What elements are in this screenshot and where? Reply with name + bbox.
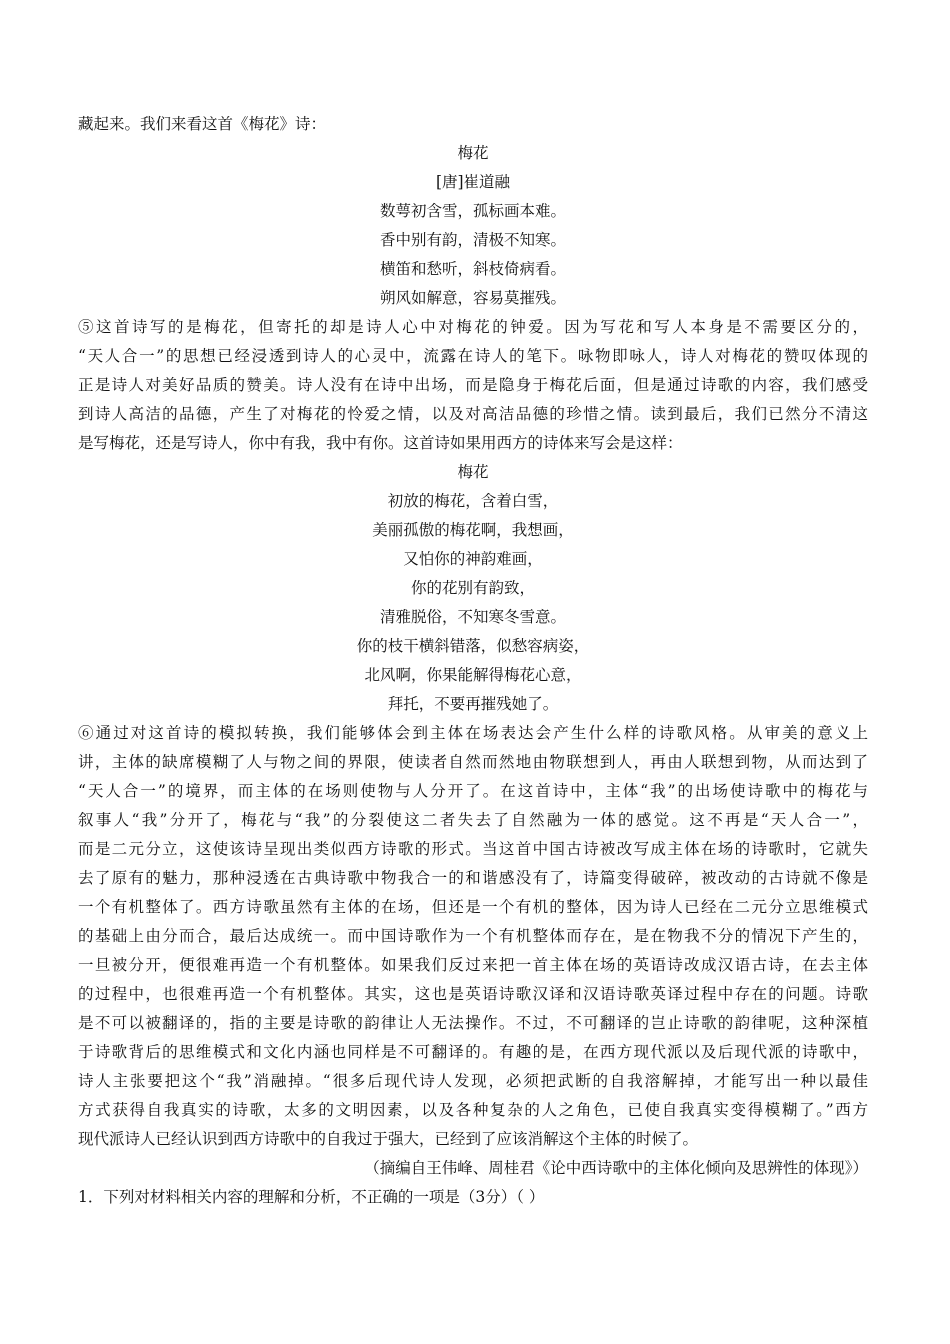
- paragraph-line: 去了原有的魅力，那种浸透在古典诗歌中物我合一的和谐感没有了，诗篇变得破碎，被改动的古诗就不像是: [78, 869, 868, 887]
- paragraph-line: “天人合一”的思想已经浸透到诗人的心灵中，流露在诗人的笔下。咏物即咏人，诗人对梅花的赞叹体现的: [78, 347, 868, 365]
- paragraph-line: 于诗歌背后的思维模式和文化内涵也同样是不可翻译的。有趣的是，在西方现代派以及后现代派的诗歌中，: [78, 1043, 868, 1061]
- paragraph-line: 是写梅花，还是写诗人，你中有我，我中有你。这首诗如果用西方的诗体来写会是这样：: [78, 434, 683, 452]
- paragraph-line: ⑥通过对这首诗的模拟转换，我们能够体会到主体在场表达会产生什么样的诗歌风格。从审美的意义上: [78, 724, 868, 742]
- poem-line: 横笛和愁听，斜枝倚病看。: [379, 260, 566, 278]
- paragraph-line: “天人合一”的境界，而主体的在场则使物与人分开了。在这首诗中，主体“我”的出场使诗歌中的梅花与: [78, 782, 868, 800]
- poem-line: 你的枝干横斜错落，似愁容病姿，: [356, 637, 590, 655]
- chinese-poem: [78, 139, 868, 313]
- poem-line: 数萼初含雪，孤标画本难。: [379, 202, 566, 220]
- poem-line: 清雅脱俗，不知寒冬雪意。: [379, 608, 566, 626]
- poem-line: 美丽孤傲的梅花啊，我想画，: [372, 521, 574, 539]
- poem-title: 梅花: [457, 463, 489, 481]
- western-style-poem: [78, 458, 868, 719]
- paragraph-line: 叙事人“我”分开了，梅花与“我”的分裂使这二者失去了自然融为一体的感觉。这不再是“天人合一”，: [78, 811, 868, 829]
- poem-line: 又怕你的神韵难画，: [403, 550, 543, 568]
- paragraph-line: 诗人主张要把这个“我”消融掉。“很多后现代诗人发现，必须把武断的自我溶解掉，才能写出一种以最佳: [78, 1072, 868, 1090]
- paragraph-line: 的基础上由分而合，最后达成统一。而中国诗歌作为一个有机整体而存在，是在物我不分的情况下产生的，: [78, 927, 868, 945]
- paragraph-line: ⑤这首诗写的是梅花，但寄托的却是诗人心中对梅花的钟爱。因为写花和写人本身是不需要区分的，: [78, 318, 868, 336]
- paragraph-6: [78, 719, 868, 1154]
- poem-line: 香中别有韵，清极不知寒。: [379, 231, 566, 249]
- lead-line: 藏起来。我们来看这首《梅花》诗：: [78, 115, 327, 133]
- paragraph-line: 现代派诗人已经认识到西方诗歌中的自我过于强大，已经到了应该消解这个主体的时候了。: [78, 1130, 699, 1148]
- paragraph-line: 一旦被分开，便很难再造一个有机整体。如果我们反过来把一首主体在场的英语诗改成汉语古诗，在去主体: [78, 956, 868, 974]
- document-page: [78, 110, 868, 1212]
- poem-line: 拜托，不要再摧残她了。: [387, 695, 559, 713]
- paragraph-line: 是不可以被翻译的，指的主要是诗歌的韵律让人无法操作。不过，不可翻译的岂止诗歌的韵律呢，这种深植: [78, 1014, 868, 1032]
- paragraph-line: 正是诗人对美好品质的赞美。诗人没有在诗中出场，而是隐身于梅花后面，但是通过诗歌的内容，我们感受: [78, 376, 868, 394]
- poem-line: 朔风如解意，容易莫摧残。: [379, 289, 566, 307]
- paragraph-line: 讲，主体的缺席模糊了人与物之间的界限，使读者自然而然地由物联想到人，再由人联想到物，从而达到了: [78, 753, 868, 771]
- paragraph-line: 方式获得自我真实的诗歌，太多的文明因素，以及各种复杂的人之角色，已使自我真实变得模糊了。”西方: [78, 1101, 868, 1119]
- paragraph-line: 而是二元分立，这使该诗呈现出类似西方诗歌的形式。当这首中国古诗被改写成主体在场的诗歌时，它就失: [78, 840, 868, 858]
- paragraph-line: 到诗人高洁的品德，产生了对梅花的怜爱之情，以及对高洁品德的珍惜之情。读到最后，我们已然分不清这: [78, 405, 868, 423]
- question-1: 1．下列对材料相关内容的理解和分析，不正确的一项是（3分）（ ）: [78, 1188, 545, 1206]
- paragraph-line: 一个有机整体了。西方诗歌虽然有主体的在场，但还是一个有机的整体，因为诗人已经在二元分立思维模式: [78, 898, 868, 916]
- paragraph-line: 的过程中，也很难再造一个有机整体。其实，这也是英语诗歌汉译和汉语诗歌英译过程中存在的问题。诗歌: [78, 985, 868, 1003]
- poem-line: 初放的梅花，含着白雪，: [387, 492, 559, 510]
- poem-line: 北风啊，你果能解得梅花心意，: [364, 666, 582, 684]
- poem-author: [唐]崔道融: [435, 173, 511, 191]
- source-citation: （摘编自王伟峰、周桂君《论中西诗歌中的主体化倾向及思辨性的体现》）: [364, 1159, 868, 1177]
- poem-title: 梅花: [457, 144, 489, 162]
- paragraph-5: [78, 313, 868, 458]
- poem-line: 你的花别有韵致，: [410, 579, 535, 597]
